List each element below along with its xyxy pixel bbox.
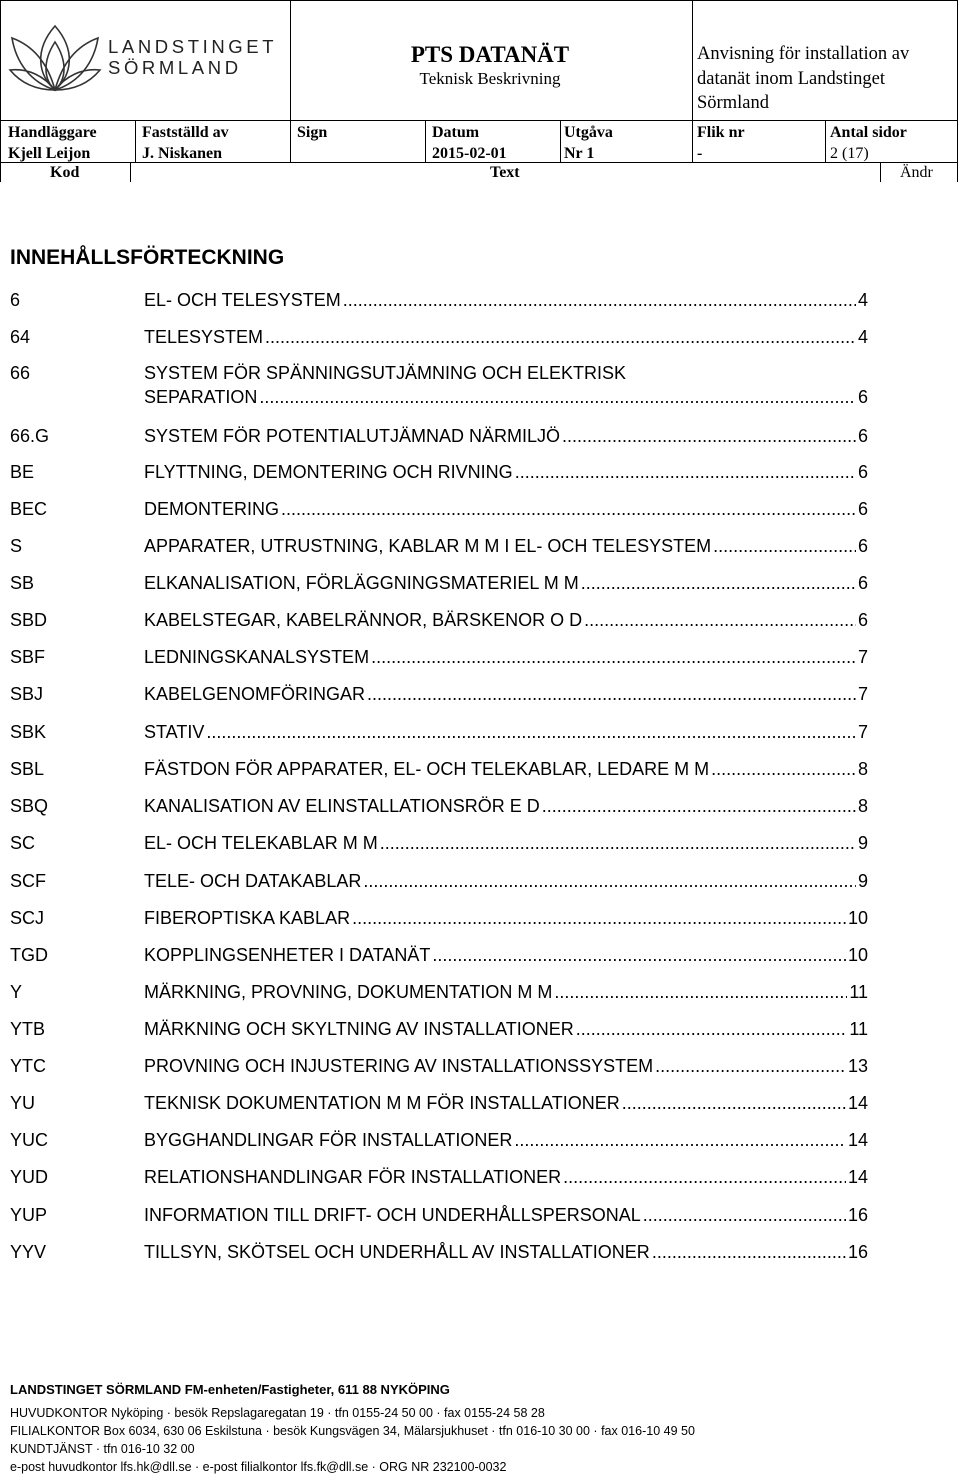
field-label-flik: Flik nr [697,124,745,141]
toc-entry[interactable] [10,573,868,595]
field-value-faststalld: J. Niskanen [142,145,223,162]
toc-entry-page: 7 [857,684,868,704]
toc-entry[interactable] [10,1242,868,1264]
toc-entry[interactable] [10,1167,868,1189]
toc-entry-page: 4 [857,290,868,310]
toc-entry-title: EL- OCH TELESYSTEM [144,290,341,310]
toc-entry-page: 9 [857,833,868,853]
toc-dot-leader [259,387,856,408]
toc-entry-page: 14 [847,1093,868,1113]
field-value-datum: 2015-02-01 [432,145,507,162]
toc-entry[interactable] [10,610,868,632]
toc-dot-leader [643,1205,846,1226]
toc-entry-page: 16 [847,1242,868,1262]
footer-line-epost: e-post huvudkontor lfs.hk@dll.se · e-post filialkontor lfs.fk@dll.se · ORG NR 232100-0032 [10,1460,507,1474]
toc-entry-title: DEMONTERING [144,499,279,519]
toc-title: INNEHÅLLSFÖRTECKNING [10,246,285,269]
toc-entry-code: BE [10,462,35,482]
toc-entry[interactable] [10,290,868,312]
toc-entry-code: YYV [10,1242,47,1262]
toc-entry[interactable] [10,1130,868,1152]
toc-dot-leader [281,499,856,520]
toc-entry-code: SCJ [10,908,45,928]
toc-dot-leader [265,327,856,348]
toc-entry-page: 10 [847,908,868,928]
field-value-utgava: Nr 1 [564,145,595,162]
toc-dot-leader [380,833,856,854]
footer-line-filialkontor: FILIALKONTOR Box 6034, 630 06 Eskilstuna · besök Kungsvägen 34, Mälarsjukhuset · tfn 016-10 30 00 · fax 016-10 49 50 [10,1424,695,1438]
toc-entry-title: KANALISATION AV ELINSTALLATIONSRÖR E D [144,796,540,816]
footer-heading: LANDSTINGET SÖRMLAND FM-enheten/Fastigheter, 611 88 NYKÖPING [10,1382,450,1397]
toc-entry-title: KABELGENOMFÖRINGAR [144,684,366,704]
toc-entry-page: 6 [857,536,868,556]
field-value-antal-sidor: 2 (17) [830,145,869,162]
footer-line-kundtjanst: KUNDTJÄNST · tfn 016-10 32 00 [10,1442,195,1456]
toc-entry-code: SC [10,833,36,853]
toc-entry-title: RELATIONSHANDLINGAR FÖR INSTALLATIONER [144,1167,562,1187]
toc-entry-code: SB [10,573,35,593]
toc-entry-page: 6 [857,610,868,630]
document-subtitle: Teknisk Beskrivning [419,69,561,88]
toc-entry[interactable] [10,908,868,930]
andr-label: Ändr [900,164,933,181]
toc-entry[interactable] [10,499,868,521]
toc-entry-title: KOPPLINGSENHETER I DATANÄT [144,945,431,965]
toc-entry-title: ELKANALISATION, FÖRLÄGGNINGSMATERIEL M M [144,573,579,593]
field-label-faststalld: Fastställd av [142,124,229,141]
toc-entry-page: 6 [857,387,868,407]
field-value-handlaggare: Kjell Leijon [8,145,91,162]
field-label-sign: Sign [297,124,328,141]
toc-entry[interactable] [10,833,868,855]
toc-entry-title: APPARATER, UTRUSTNING, KABLAR M M I EL- OCH TELESYSTEM [144,536,712,556]
toc-entry[interactable] [10,647,868,669]
toc-entry-title: STATIV [144,722,205,742]
toc-entry-code: SBD [10,610,48,630]
toc-entry-title: LEDNINGSKANALSYSTEM [144,647,370,667]
toc-entry-title: PROVNING OCH INJUSTERING AV INSTALLATIONSSYSTEM [144,1056,654,1076]
field-label-datum: Datum [432,124,480,141]
toc-entry-page: 6 [857,462,868,482]
toc-dot-leader [554,982,847,1003]
toc-entry[interactable] [10,536,868,558]
toc-entry-code: SBL [10,759,45,779]
toc-entry-code: 64 [10,327,31,347]
document-title: PTS DATANÄT [410,42,570,67]
toc-entry-code: SBK [10,722,47,742]
toc-entry-title: KABELSTEGAR, KABELRÄNNOR, BÄRSKENOR O D [144,610,583,630]
toc-entry-code: 66.G [10,426,50,446]
toc-entry-code: YUC [10,1130,49,1150]
toc-entry-code: YU [10,1093,36,1113]
toc-entry-code: 66 [10,363,31,383]
toc-entry-page: 8 [857,796,868,816]
toc-dot-leader [206,722,856,743]
toc-entry-code: SBF [10,647,46,667]
toc-entry[interactable] [10,871,868,893]
toc-dot-leader [515,462,856,483]
toc-entry[interactable] [10,796,868,818]
toc-entry-title: TEKNISK DOKUMENTATION M M FÖR INSTALLATIONER [144,1093,620,1113]
toc-entry-title: MÄRKNING OCH SKYLTNING AV INSTALLATIONER [144,1019,574,1039]
toc-dot-leader [581,573,856,594]
logo-text-line1: LANDSTINGET [108,36,278,57]
toc-entry-code: Y [10,982,23,1002]
text-label: Text [490,164,520,181]
toc-dot-leader [652,1242,846,1263]
field-label-antal-sidor: Antal sidor [830,124,907,141]
toc-dot-leader [622,1093,846,1114]
toc-entry-title: SYSTEM FÖR POTENTIALUTJÄMNAD NÄRMILJÖ [144,426,561,446]
toc-entry-title: INFORMATION TILL DRIFT- OCH UNDERHÅLLSPERSONAL [144,1205,641,1225]
toc-entry[interactable] [10,1093,868,1115]
toc-entry-page: 11 [849,1019,868,1039]
toc-entry-code: SBQ [10,796,49,816]
toc-entry-title: FIBEROPTISKA KABLAR [144,908,351,928]
toc-dot-leader [367,684,856,705]
toc-entry-code: YTB [10,1019,46,1039]
toc-entry-code: SBJ [10,684,44,704]
toc-entry[interactable] [10,327,868,349]
toc-entry[interactable] [10,1056,868,1078]
toc-dot-leader [363,871,856,892]
toc-dot-leader [562,426,856,447]
toc-entry-page: 14 [847,1167,868,1187]
document-description: Anvisning för installation av datanät inom Landstinget Sörmland [697,44,910,113]
toc-dot-leader [576,1019,848,1040]
toc-entry[interactable] [10,462,868,484]
toc-entry-title-continued: SEPARATION [144,387,258,407]
toc-entry-code: 6 [10,290,21,310]
toc-entry-code: BEC [10,499,48,519]
toc-entry-title: TILLSYN, SKÖTSEL OCH UNDERHÅLL AV INSTALLATIONER [144,1242,650,1262]
field-label-utgava: Utgåva [564,124,613,141]
toc-entry-page: 10 [847,945,868,965]
kod-label: Kod [50,164,80,181]
toc-entry-page: 13 [847,1056,868,1076]
toc-dot-leader [352,908,846,929]
toc-entry[interactable] [10,1205,868,1227]
toc-entry-page: 7 [857,647,868,667]
toc-entry[interactable] [10,982,868,1004]
toc-dot-leader [343,290,856,311]
toc-entry-code: YUD [10,1167,49,1187]
toc-entry-page: 9 [857,871,868,891]
toc-dot-leader [542,796,856,817]
toc-entry[interactable] [10,363,868,407]
toc-entry-page: 6 [857,499,868,519]
toc-entry[interactable] [10,722,868,744]
toc-entry-code: TGD [10,945,48,965]
toc-dot-leader [711,759,856,780]
toc-entry-code: SCF [10,871,46,891]
toc-entry-page: 7 [857,722,868,742]
field-value-flik: - [697,145,703,162]
landstinget-logo-icon [8,20,102,96]
footer-line-huvudkontor: HUVUDKONTOR Nyköping · besök Repslagaregatan 19 · tfn 0155-24 50 00 · fax 0155-24 58 28 [10,1406,545,1420]
toc-dot-leader [514,1130,846,1151]
toc-entry[interactable] [10,759,868,781]
toc-entry[interactable] [10,1019,868,1041]
document-header [0,0,958,182]
toc-entry-title: BYGGHANDLINGAR FÖR INSTALLATIONER [144,1130,513,1150]
logo-text-line2: SÖRMLAND [108,57,242,78]
toc-dot-leader [563,1167,846,1188]
toc-dot-leader [584,610,856,631]
toc-entry-title: SYSTEM FÖR SPÄNNINGSUTJÄMNING OCH ELEKTRISK [144,363,627,383]
toc-dot-leader [432,945,846,966]
toc-entry-page: 11 [849,982,868,1002]
toc-entry[interactable] [10,684,868,706]
toc-entry-code: S [10,536,23,556]
toc-entry-page: 6 [857,573,868,593]
field-label-handlaggare: Handläggare [8,124,97,141]
toc-entry-title: TELESYSTEM [144,327,264,347]
toc-entry-page: 14 [847,1130,868,1150]
toc-entry-title: TELE- OCH DATAKABLAR [144,871,362,891]
toc-entry-code: YTC [10,1056,46,1076]
toc-dot-leader [371,647,856,668]
toc-dot-leader [655,1056,846,1077]
toc-entry-page: 16 [847,1205,868,1225]
toc-entry[interactable] [10,945,868,967]
toc-entry-page: 6 [857,426,868,446]
toc-entry-title: MÄRKNING, PROVNING, DOKUMENTATION M M [144,982,553,1002]
toc-entry-title: FÄSTDON FÖR APPARATER, EL- OCH TELEKABLAR, LEDARE M M [144,759,710,779]
toc-entry-page: 4 [857,327,868,347]
toc-entry[interactable] [10,426,868,448]
toc-entry-code: YUP [10,1205,48,1225]
toc-entry-page: 8 [857,759,868,779]
toc-dot-leader [713,536,856,557]
toc-entry-title: EL- OCH TELEKABLAR M M [144,833,378,853]
toc-entry-title: FLYTTNING, DEMONTERING OCH RIVNING [144,462,513,482]
